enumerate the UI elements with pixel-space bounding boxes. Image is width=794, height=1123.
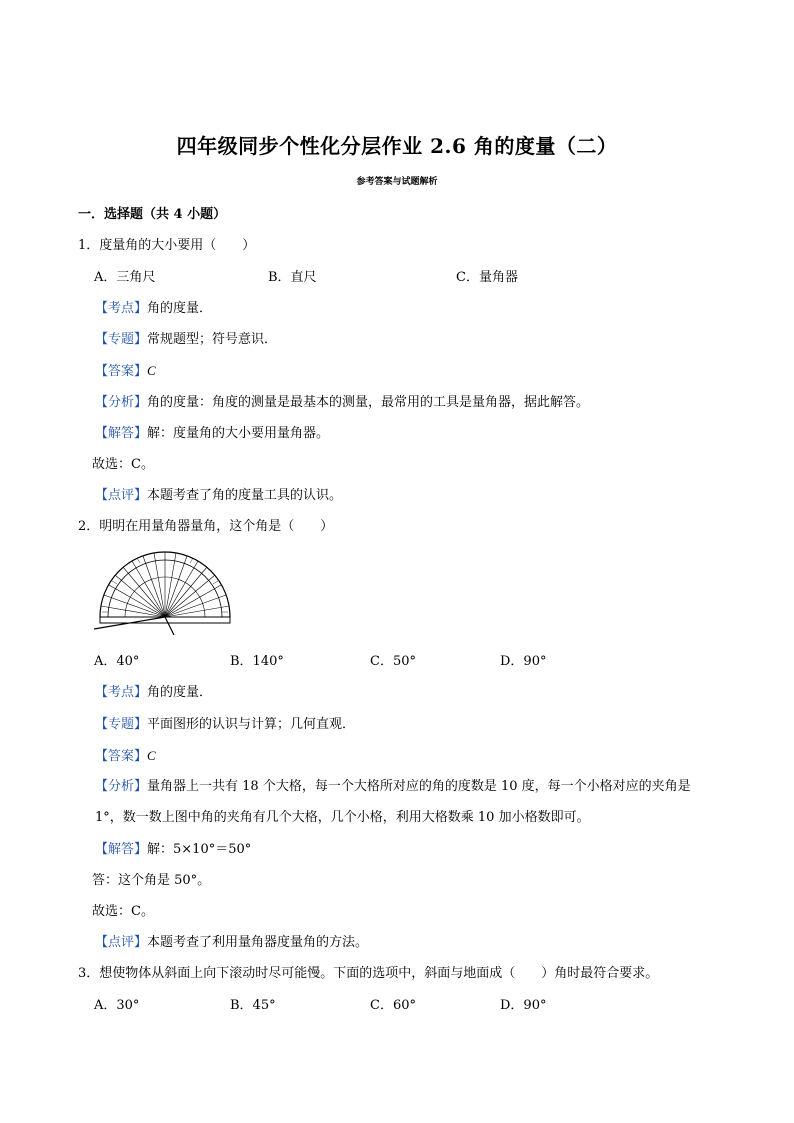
q2-fenxi-text-2: 1°，数一数上图中角的夹角有几个大格，几个小格，利用大格数乘 10 加小格数即可。 <box>95 810 590 825</box>
q2-option-d: D．90° <box>500 654 547 669</box>
q1-dianping-text: 本题考查了角的度量工具的认识。 <box>147 488 343 503</box>
q1-fenxi-text: 角的度量：角度的测量是最基本的测量，最常用的工具是量角器，据此解答。 <box>147 395 590 410</box>
section-heading: 一．选择题（共 4 小题） <box>78 207 227 222</box>
q1-fenxi <box>95 396 589 409</box>
q2-zhuanti <box>95 718 355 731</box>
kaodian-tag: 【考点】 <box>95 685 148 700</box>
q2-kaodian <box>95 686 212 699</box>
q2-da: 答：这个角是 50°。 <box>92 873 211 888</box>
q1-jieda <box>95 427 329 440</box>
q2-answer-text: C <box>147 748 156 763</box>
q3-option-d: D．90° <box>500 998 547 1013</box>
q1-jieda-text: 解：度量角的大小要用量角器。 <box>147 426 330 441</box>
q2-jieda-text: 解：5×10°＝50° <box>147 842 252 857</box>
q3-option-b: B．45° <box>230 998 276 1013</box>
q1-answer-text: C <box>147 363 156 378</box>
jieda-tag: 【解答】 <box>95 842 148 857</box>
q2-fenxi-text-1: 量角器上一共有 18 个大格，每一个大格所对应的角的度数是 10 度，每一个小格对应的夹角是 <box>147 779 691 794</box>
q3-option-a: A．30° <box>94 998 140 1013</box>
q2-kaodian-text: 角的度量． <box>147 685 213 700</box>
q2-option-b: B．140° <box>230 654 284 669</box>
zhuanti-tag: 【专题】 <box>95 717 148 732</box>
kaodian-tag: 【考点】 <box>95 301 148 316</box>
q2-guxuan: 故选：C。 <box>92 904 154 919</box>
q1-kaodian <box>95 302 212 315</box>
q2-dianping <box>95 936 368 949</box>
q1-zhuanti <box>95 333 277 346</box>
q2-jieda <box>95 843 251 856</box>
q3-stem: 3．想使物体从斜面上向下滚动时尽可能慢。下面的选项中，斜面与地面成（ ）角时最符合要求。 <box>78 966 659 981</box>
fenxi-tag: 【分析】 <box>95 395 148 410</box>
q1-answer <box>95 364 156 378</box>
q2-answer <box>95 749 156 763</box>
q1-kaodian-text: 角的度量． <box>147 301 213 316</box>
q2-zhuanti-text: 平面图形的认识与计算；几何直观． <box>147 717 356 732</box>
q1-option-b: B．直尺 <box>268 270 317 285</box>
answer-tag: 【答案】 <box>95 364 148 379</box>
zhuanti-tag: 【专题】 <box>95 332 148 347</box>
q2-dianping-text: 本题考查了利用量角器度量角的方法。 <box>147 935 369 950</box>
fenxi-tag: 【分析】 <box>95 779 148 794</box>
q1-option-c: C．量角器 <box>456 270 518 285</box>
q2-option-c: C．50° <box>370 654 416 669</box>
q1-option-a: A．三角尺 <box>94 270 156 285</box>
q3-option-c: C．60° <box>370 998 416 1013</box>
q2-stem: 2．明明在用量角器量角，这个角是（ ） <box>78 519 334 534</box>
answer-tag: 【答案】 <box>95 749 148 764</box>
q2-fenxi <box>95 780 735 793</box>
q1-guxuan: 故选：C。 <box>92 457 154 472</box>
dianping-tag: 【点评】 <box>95 935 148 950</box>
document-subtitle: 参考答案与试题解析 <box>356 177 438 187</box>
dianping-tag: 【点评】 <box>95 488 148 503</box>
q1-stem: 1．度量角的大小要用（ ） <box>78 238 256 253</box>
q1-dianping <box>95 489 342 502</box>
protractor-icon <box>92 545 242 637</box>
document-title: 四年级同步个性化分层作业 2.6 角的度量（二） <box>176 134 618 158</box>
jieda-tag: 【解答】 <box>95 426 148 441</box>
q2-option-a: A．40° <box>94 654 140 669</box>
q1-zhuanti-text: 常规题型；符号意识． <box>147 332 278 347</box>
